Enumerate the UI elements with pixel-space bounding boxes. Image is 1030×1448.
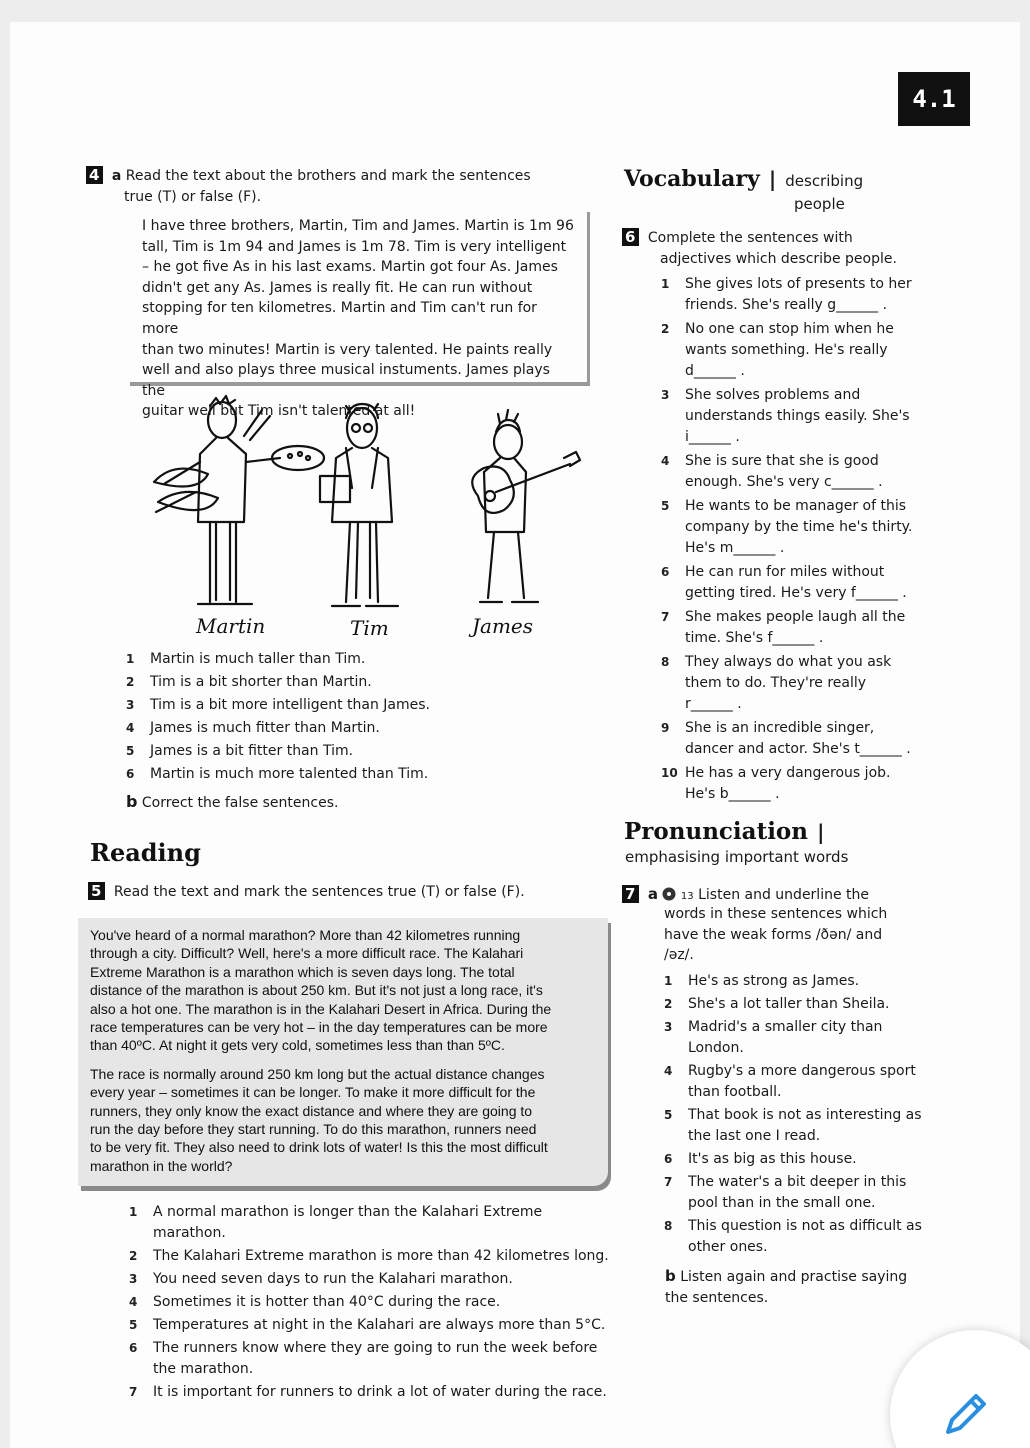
reading-heading: Reading <box>90 838 201 867</box>
cd-icon <box>662 887 676 901</box>
list-item: 8 This question is not as difficult as other ones. <box>664 1218 922 1255</box>
ex4-instruction <box>86 166 606 207</box>
list-item: 5 He wants to be manager of this company by the time he's thirty. He's m______ . <box>661 498 913 556</box>
vocabulary-separator: | <box>768 167 777 191</box>
unit-tag: 4.1 <box>898 72 970 126</box>
ex4-text-line: guitar well but Tim isn't talented at all! <box>142 403 416 420</box>
tim-figure <box>320 404 398 606</box>
ex5-instruction-text: Read the text and mark the sentences true (T) or false (F). <box>113 884 525 900</box>
list-item: 5 Temperatures at night in the Kalahari are always more than 5°C. <box>129 1317 606 1333</box>
ex7-instruction-cont: words in these sentences which have the weak forms /ðən/ and /əz/. <box>664 906 888 963</box>
ex6-sentence-list <box>661 274 935 805</box>
list-item: 3 She solves problems and understands things easily. She's i______ . <box>661 387 910 445</box>
ex4-instruction-line2: true (T) or false (F). <box>124 188 262 205</box>
list-item: 2 No one can stop him when he wants something. He's really d______ . <box>661 321 894 379</box>
list-item: 2 The Kalahari Extreme marathon is more than 42 kilometres long. <box>129 1248 609 1264</box>
ex4-instruction-line1: Read the text about the brothers and mark the sentences <box>125 168 531 184</box>
ex5-number: 5 <box>88 882 105 900</box>
list-item: 1 He's as strong as James. <box>664 973 860 989</box>
ex4-text-line: didn't get any As. James is really fit. He can run without <box>142 279 533 296</box>
ex4-text-line: stopping for ten kilometres. Martin and Tim can't run for more <box>142 300 537 337</box>
pencil-icon[interactable] <box>938 1388 992 1442</box>
ex4-text-box <box>130 212 590 420</box>
james-figure <box>472 410 580 602</box>
ex4-text-line: well and also plays three musical instuments. James plays the <box>142 362 550 399</box>
list-item: 4 Sometimes it is hotter than 40°C during the race. <box>129 1294 501 1310</box>
list-item: 6 Martin is much more talented than Tim. <box>126 766 429 782</box>
reading-paragraph-1: You've heard of a normal marathon? More than 42 kilometres running through a city. Difficult? Well, here's a more difficult race. The Kalahari Extreme Marathon is a marathon which is seven days long. The total distance of the marathon is about 250 km. But it's not just a long race, it's also a hot one. The marathon is in the Kalahari Desert in Africa. During the race temperatures can be very hot – in the day temperatures can be more than 40ºC. At night it gets very cold, sometimes less than than 5ºC. <box>90 927 552 1054</box>
ex6-instruction-line2: adjectives which describe people. <box>660 250 897 267</box>
reading-text-box <box>78 918 608 1186</box>
list-item: 4 Rugby's a more dangerous sport than football. <box>664 1063 916 1100</box>
list-item: 7 It is important for runners to drink a lot of water during the race. <box>129 1384 607 1400</box>
label-martin: Martin <box>196 614 266 638</box>
vocabulary-subheading-1: describing <box>785 172 864 190</box>
list-item: 6 It's as big as this house. <box>664 1151 857 1167</box>
reading-paragraph-2: The race is normally around 250 km long but the actual distance changes every year – sometimes it can be longer. To make it more difficult for the runners, they only know the exact distance and where they are going to run the day before they start running. To do this marathon, runners need to be very fit. They also need to drink lots of water! Is this the most difficult marathon in the world? <box>90 1065 548 1174</box>
ex4-part-b-letter: b <box>126 792 138 811</box>
list-item: 4 James is much fitter than Martin. <box>126 720 380 736</box>
list-item: 2 She's a lot taller than Sheila. <box>664 996 890 1012</box>
list-item: 1 A normal marathon is longer than the Kalahari Extreme marathon. <box>129 1204 543 1241</box>
ex4-number: 4 <box>86 166 103 184</box>
vocabulary-header <box>624 166 924 192</box>
ex4-sentence-list <box>126 648 590 786</box>
ex7-number: 7 <box>622 885 639 903</box>
ex7-part-a-letter: a <box>647 885 659 903</box>
martin-figure <box>154 396 324 604</box>
list-item: 10 He has a very dangerous job. He's b______ . <box>661 765 891 802</box>
ex5-instruction <box>88 882 525 903</box>
ex6-instruction-line1: Complete the sentences with <box>647 230 853 246</box>
list-item: 8 They always do what you ask them to do. They're really r______ . <box>661 654 892 712</box>
vocabulary-subheading-2: people <box>794 195 845 213</box>
list-item: 9 She is an incredible singer, dancer and actor. She's t______ . <box>661 720 911 757</box>
pronunciation-heading: Pronunciation <box>624 818 808 845</box>
label-james: James <box>472 614 534 638</box>
ex7-instruction-line1: Listen and underline the <box>698 887 870 903</box>
list-item: 6 The runners know where they are going to run the week before the marathon. <box>129 1340 598 1377</box>
ex4-text-line: than two minutes! Martin is very talented. He paints really <box>142 341 553 358</box>
list-item: 4 She is sure that she is good enough. She's very c______ . <box>661 453 883 490</box>
pronunciation-header <box>624 818 824 845</box>
list-item: 1 She gives lots of presents to her friends. She's really g______ . <box>661 276 912 313</box>
pronunciation-subheading: emphasising important words <box>625 848 849 866</box>
ex4-text-line: – he got five As in his last exams. Martin got four As. James <box>142 259 558 276</box>
brothers-illustration <box>140 392 590 622</box>
ex6-instruction <box>622 228 922 269</box>
list-item: 3 Tim is a bit more intelligent than James. <box>126 697 431 713</box>
list-item: 3 Madrid's a smaller city than London. <box>664 1019 883 1056</box>
list-item: 5 That book is not as interesting as the last one I read. <box>664 1107 922 1144</box>
list-item: 1 Martin is much taller than Tim. <box>126 651 366 667</box>
vocabulary-heading: Vocabulary <box>624 166 760 192</box>
list-item: 2 Tim is a bit shorter than Martin. <box>126 674 372 690</box>
ex4-text-line: I have three brothers, Martin, Tim and James. Martin is 1m 96 <box>142 218 574 234</box>
ex4-part-a-letter: a <box>111 168 122 184</box>
list-item: 7 She makes people laugh all the time. She's f______ . <box>661 609 906 646</box>
label-tim: Tim <box>350 616 389 640</box>
ex4-part-b-instruction: Correct the false sentences. <box>141 795 339 811</box>
list-item: 3 You need seven days to run the Kalahari marathon. <box>129 1271 513 1287</box>
list-item: 7 The water's a bit deeper in this pool than in the small one. <box>664 1174 907 1211</box>
list-item: 6 He can run for miles without getting tired. He's very f______ . <box>661 564 907 601</box>
ex7-part-b-letter: b <box>665 1267 676 1285</box>
ex7-track-number: 13 <box>680 891 694 902</box>
list-item: 5 James is a bit fitter than Tim. <box>126 743 354 759</box>
ex7-part-b: b Listen again and practise saying the sentences. <box>665 1267 908 1306</box>
ex4-part-b <box>126 792 338 814</box>
ex5-sentence-list <box>129 1202 613 1403</box>
pronunciation-separator: | <box>817 820 825 844</box>
ex4-text-line: tall, Tim is 1m 94 and James is 1m 78. Tim is very intelligent <box>142 238 567 255</box>
ex7-sentence-list <box>664 971 933 1258</box>
ex6-number: 6 <box>622 228 639 246</box>
